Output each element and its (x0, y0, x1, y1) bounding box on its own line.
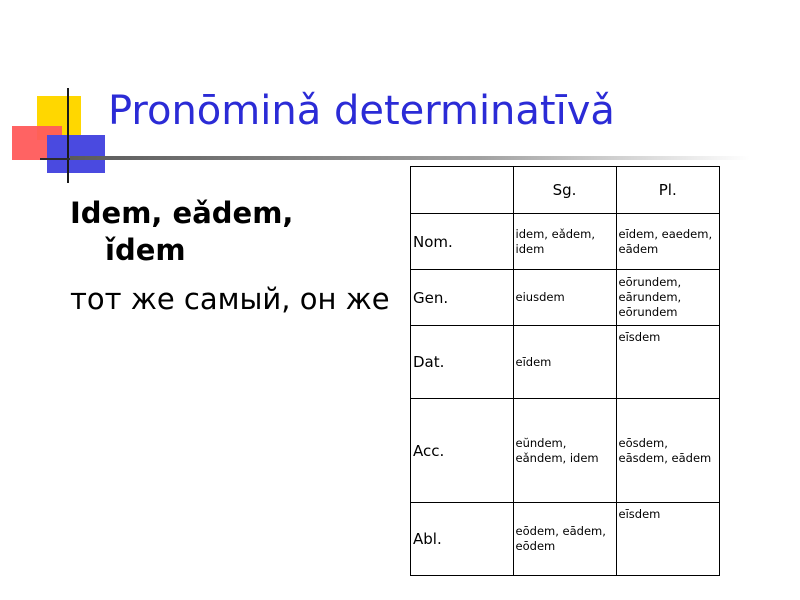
table-row (411, 326, 720, 399)
case-label: Gen. (411, 270, 514, 326)
case-label: Acc. (411, 399, 514, 503)
singular-form: eīdem (513, 326, 616, 399)
plural-form: eīsdem (616, 326, 719, 399)
slide-title: Pronōminǎ determinatīvǎ (108, 88, 615, 134)
singular-form: eōdem, eādem, eōdem (513, 503, 616, 576)
title-underline (70, 156, 750, 160)
bullet-russian-translation: тот же самый, он же (70, 282, 390, 316)
table-header-row (411, 167, 720, 214)
plural-form: eīsdem (616, 503, 719, 576)
slide-logo (0, 0, 120, 180)
bullet-list (70, 195, 390, 319)
table-row (411, 503, 720, 576)
plural-form: eōrundem, eārundem, eōrundem (616, 270, 719, 326)
singular-form: idem, eǎdem, idem (513, 214, 616, 270)
singular-form: eiusdem (513, 270, 616, 326)
singular-form: eŭndem, eǎndem, idem (513, 399, 616, 503)
plural-form: eīdem, eaedem, eādem (616, 214, 719, 270)
header-plural: Pl. (616, 167, 719, 214)
case-label: Dat. (411, 326, 514, 399)
declension-table (410, 166, 720, 576)
table-row (411, 399, 720, 503)
header-singular: Sg. (513, 167, 616, 214)
blue-square (47, 135, 105, 173)
case-label: Abl. (411, 503, 514, 576)
case-label: Nom. (411, 214, 514, 270)
bullet-latin-forms: Idem, eǎdem, ǐdem (70, 196, 294, 267)
table-row (411, 214, 720, 270)
plural-form: eōsdem, eāsdem, eādem (616, 399, 719, 503)
table-row (411, 270, 720, 326)
logo-vertical-line (67, 88, 69, 183)
header-empty (411, 167, 514, 214)
